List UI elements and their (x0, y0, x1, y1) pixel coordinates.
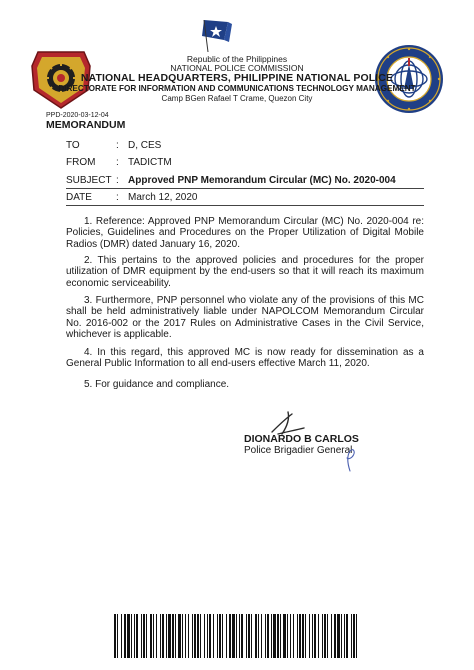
barcode-bar (232, 614, 235, 658)
divider-rule (66, 205, 424, 206)
date-value: March 12, 2020 (128, 192, 198, 203)
from-colon: : (116, 157, 119, 168)
reference-number: PPD-2020-03-12-04 (46, 112, 109, 119)
barcode-bar (194, 614, 196, 658)
barcode-bar (314, 614, 316, 658)
barcode-bar (255, 614, 257, 658)
barcode-bar (327, 614, 328, 658)
barcode-bar (175, 614, 176, 658)
barcode-bar (322, 614, 323, 658)
barcode-bar (302, 614, 304, 658)
barcode-bar (271, 614, 272, 658)
paragraph-purpose: 2. This pertains to the approved policies and procedures for the proper utilization of DMR equipment by the end-users so that it will reach its maximum economic serviceability. (66, 255, 424, 289)
philippine-flag-icon (198, 18, 236, 54)
barcode-bar (141, 614, 142, 658)
barcode-bar (318, 614, 319, 658)
paragraph-liability: 3. Furthermore, PNP personnel who violate any of the provisions of this MC shall be held administratively liable under NAPOLCOM Memorandum Circular No. 2016-002 or the 2017 Rules on Administrative Cases in the Civil Service, whichever is applicable. (66, 295, 424, 341)
header-address: Camp BGen Rafael T Crame, Quezon City (161, 94, 313, 103)
barcode-bar (182, 614, 183, 658)
barcode-bar (346, 614, 348, 658)
barcode-bar (153, 614, 154, 658)
to-colon: : (116, 140, 119, 151)
barcode-bar (127, 614, 130, 658)
barcode-bar (213, 614, 214, 658)
barcode-bar (222, 614, 223, 658)
header-napolcom: NATIONAL POLICE COMMISSION (170, 63, 304, 73)
barcode-bar (341, 614, 342, 658)
barcode-bar (324, 614, 326, 658)
barcode-bar (136, 614, 138, 658)
barcode-bar (334, 614, 336, 658)
barcode-bar (200, 614, 201, 658)
barcode-bar (114, 614, 116, 658)
barcode-bar (356, 614, 357, 658)
barcode-bar (204, 614, 205, 658)
paragraph-dissemination: 4. In this regard, this approved MC is now ready for dissemination as a General Public Information to all end-users effective March 11, 2020. (66, 347, 424, 370)
date-colon: : (116, 192, 119, 203)
barcode-bar (197, 614, 199, 658)
barcode-bar (166, 614, 167, 658)
to-value: D, CES (128, 140, 162, 151)
barcode-bar (280, 614, 281, 658)
barcode-bar (344, 614, 345, 658)
divider-rule (66, 188, 424, 189)
subject-value: Approved PNP Memorandum Circular (MC) No. 2020-004 (128, 175, 396, 186)
barcode (112, 614, 360, 658)
barcode-bar (331, 614, 332, 658)
barcode-bar (258, 614, 259, 658)
barcode-bar (287, 614, 288, 658)
barcode-bar (273, 614, 276, 658)
barcode-bar (229, 614, 231, 658)
subject-label: SUBJECT (66, 175, 112, 186)
barcode-bar (261, 614, 262, 658)
barcode-bar (162, 614, 164, 658)
barcode-bar (251, 614, 252, 658)
barcode-bar (241, 614, 243, 658)
barcode-bar (265, 614, 266, 658)
barcode-bar (297, 614, 298, 658)
from-value: TADICTM (128, 157, 172, 168)
document-type: MEMORANDUM (46, 119, 126, 131)
to-label: TO (66, 140, 80, 151)
signatory-title: Police Brigadier General (244, 445, 353, 456)
barcode-bar (217, 614, 218, 658)
barcode-bar (236, 614, 237, 658)
barcode-bar (150, 614, 152, 658)
barcode-bar (290, 614, 291, 658)
barcode-bar (160, 614, 161, 658)
barcode-bar (143, 614, 145, 658)
paragraph-guidance: 5. For guidance and compliance. (84, 379, 230, 390)
barcode-bar (192, 614, 193, 658)
barcode-bar (172, 614, 174, 658)
barcode-bar (312, 614, 313, 658)
from-label: FROM (66, 157, 96, 168)
barcode-bar (351, 614, 352, 658)
barcode-bar (121, 614, 122, 658)
barcode-bar (293, 614, 294, 658)
barcode-bar (337, 614, 340, 658)
barcode-bar (239, 614, 240, 658)
barcode-bar (178, 614, 181, 658)
barcode-bar (168, 614, 171, 658)
barcode-bar (248, 614, 250, 658)
barcode-bar (309, 614, 310, 658)
barcode-bar (117, 614, 118, 658)
header-directorate: DIRECTORATE FOR INFORMATION AND COMMUNICATIONS TECHNOLOGY MANAGEMENT (58, 84, 416, 93)
barcode-bar (246, 614, 247, 658)
barcode-bar (131, 614, 132, 658)
barcode-bar (267, 614, 269, 658)
barcode-bar (305, 614, 306, 658)
subject-colon: : (116, 175, 119, 186)
barcode-bar (353, 614, 355, 658)
barcode-bar (134, 614, 135, 658)
barcode-bar (277, 614, 279, 658)
barcode-bar (188, 614, 189, 658)
header-national-hq: NATIONAL HEADQUARTERS, PHILIPPINE NATIONAL POLICE (80, 72, 394, 84)
barcode-bar (209, 614, 211, 658)
barcode-bar (299, 614, 301, 658)
barcode-bar (207, 614, 208, 658)
barcode-bar (283, 614, 286, 658)
paragraph-reference: 1. Reference: Approved PNP Memorandum Circular (MC) No. 2020-004 re: Policies, Guidelines and Procedures on the Proper Utilization of Digital Mobile Radios (DMR) dated January 16, 2020. (66, 216, 424, 250)
barcode-bar (146, 614, 147, 658)
initial-mark (342, 447, 358, 473)
barcode-bar (185, 614, 186, 658)
barcode-bar (219, 614, 221, 658)
date-label: DATE (66, 192, 92, 203)
barcode-bar (124, 614, 126, 658)
signatory-name: DIONARDO B CARLOS (244, 433, 359, 445)
barcode-bar (156, 614, 157, 658)
header-republic: Republic of the Philippines (186, 54, 288, 64)
barcode-bar (226, 614, 227, 658)
